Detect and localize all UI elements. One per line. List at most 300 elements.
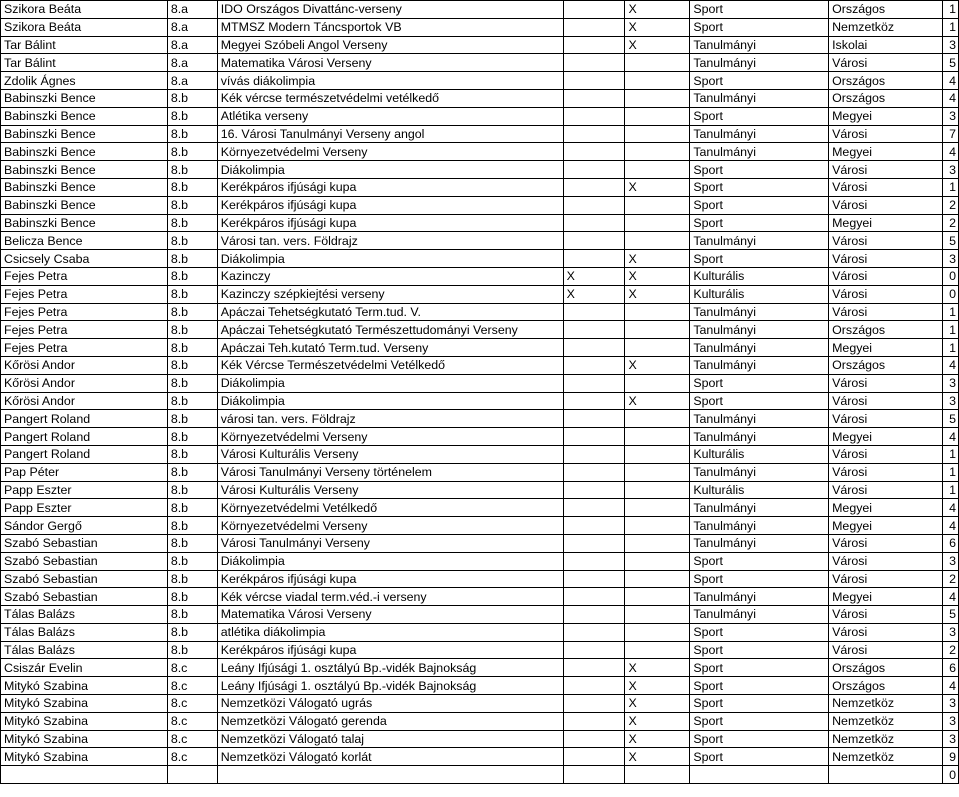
- class-cell[interactable]: 8.b: [167, 392, 217, 410]
- level-cell[interactable]: Országos: [829, 89, 943, 107]
- mark-b-cell[interactable]: X: [625, 1, 690, 19]
- student-name-cell[interactable]: Babinszki Bence: [1, 143, 168, 161]
- competition-cell[interactable]: Diákolimpia: [217, 250, 563, 268]
- mark-b-cell[interactable]: X: [625, 677, 690, 695]
- mark-b-cell[interactable]: [625, 552, 690, 570]
- result-cell[interactable]: 4: [942, 517, 958, 535]
- mark-b-cell[interactable]: [625, 54, 690, 72]
- student-name-cell[interactable]: Kőrösi Andor: [1, 356, 168, 374]
- mark-b-cell[interactable]: X: [625, 695, 690, 713]
- class-cell[interactable]: 8.b: [167, 606, 217, 624]
- competition-cell[interactable]: Nemzetközi Válogató ugrás: [217, 695, 563, 713]
- result-cell[interactable]: 4: [942, 143, 958, 161]
- category-cell[interactable]: Sport: [690, 641, 829, 659]
- competition-cell[interactable]: Megyei Szóbeli Angol Verseny: [217, 36, 563, 54]
- mark-b-cell[interactable]: [625, 606, 690, 624]
- result-cell[interactable]: 4: [942, 89, 958, 107]
- student-name-cell[interactable]: Tálas Balázs: [1, 606, 168, 624]
- category-cell[interactable]: Sport: [690, 1, 829, 19]
- category-cell[interactable]: Tanulmányi: [690, 125, 829, 143]
- result-cell[interactable]: 4: [942, 588, 958, 606]
- level-cell[interactable]: Országos: [829, 677, 943, 695]
- competition-cell[interactable]: Kék vércse viadal term.véd.-i verseny: [217, 588, 563, 606]
- competition-cell[interactable]: Környezetvédelmi Verseny: [217, 428, 563, 446]
- competition-cell[interactable]: Környezetvédelmi Vetélkedő: [217, 499, 563, 517]
- level-cell[interactable]: Iskolai: [829, 36, 943, 54]
- category-cell[interactable]: Tanulmányi: [690, 517, 829, 535]
- mark-b-cell[interactable]: [625, 445, 690, 463]
- student-name-cell[interactable]: Pangert Roland: [1, 410, 168, 428]
- class-cell[interactable]: 8.b: [167, 570, 217, 588]
- class-cell[interactable]: 8.b: [167, 588, 217, 606]
- mark-b-cell[interactable]: X: [625, 36, 690, 54]
- competition-cell[interactable]: Leány Ifjúsági 1. osztályú Bp.-vidék Bajnokság: [217, 677, 563, 695]
- mark-a-cell[interactable]: [563, 196, 625, 214]
- competition-cell[interactable]: Városi Kulturális Verseny: [217, 481, 563, 499]
- level-cell[interactable]: Városi: [829, 54, 943, 72]
- mark-b-cell[interactable]: [625, 641, 690, 659]
- competition-cell[interactable]: Nemzetközi Válogató gerenda: [217, 712, 563, 730]
- competition-cell[interactable]: Nemzetközi Válogató korlát: [217, 748, 563, 766]
- student-name-cell[interactable]: Szabó Sebastian: [1, 588, 168, 606]
- result-cell[interactable]: 1: [942, 321, 958, 339]
- mark-b-cell[interactable]: [625, 143, 690, 161]
- category-cell[interactable]: Kulturális: [690, 481, 829, 499]
- level-cell[interactable]: Városi: [829, 534, 943, 552]
- result-cell[interactable]: 2: [942, 641, 958, 659]
- student-name-cell[interactable]: Papp Eszter: [1, 499, 168, 517]
- mark-b-cell[interactable]: [625, 89, 690, 107]
- class-cell[interactable]: 8.b: [167, 161, 217, 179]
- student-name-cell[interactable]: Pap Péter: [1, 463, 168, 481]
- level-cell[interactable]: Városi: [829, 125, 943, 143]
- class-cell[interactable]: 8.c: [167, 677, 217, 695]
- category-cell[interactable]: Tanulmányi: [690, 54, 829, 72]
- student-name-cell[interactable]: Szabó Sebastian: [1, 534, 168, 552]
- result-cell[interactable]: 0: [942, 267, 958, 285]
- category-cell[interactable]: Tanulmányi: [690, 339, 829, 357]
- mark-b-cell[interactable]: [625, 303, 690, 321]
- competition-cell[interactable]: Diákolimpia: [217, 161, 563, 179]
- class-cell[interactable]: 8.b: [167, 552, 217, 570]
- student-name-cell[interactable]: Sándor Gergő: [1, 517, 168, 535]
- competition-cell[interactable]: Városi Tanulmányi Verseny történelem: [217, 463, 563, 481]
- mark-b-cell[interactable]: X: [625, 356, 690, 374]
- level-cell[interactable]: Nemzetköz: [829, 695, 943, 713]
- mark-b-cell[interactable]: [625, 374, 690, 392]
- level-cell[interactable]: Nemzetköz: [829, 18, 943, 36]
- class-cell[interactable]: 8.b: [167, 303, 217, 321]
- competition-cell[interactable]: MTMSZ Modern Táncsportok VB: [217, 18, 563, 36]
- mark-b-cell[interactable]: [625, 623, 690, 641]
- result-cell[interactable]: 3: [942, 552, 958, 570]
- result-cell[interactable]: 4: [942, 499, 958, 517]
- competition-cell[interactable]: Diákolimpia: [217, 374, 563, 392]
- category-cell[interactable]: Sport: [690, 677, 829, 695]
- mark-a-cell[interactable]: [563, 659, 625, 677]
- level-cell[interactable]: Városi: [829, 606, 943, 624]
- level-cell[interactable]: Nemzetköz: [829, 712, 943, 730]
- class-cell[interactable]: [167, 766, 217, 784]
- mark-b-cell[interactable]: X: [625, 392, 690, 410]
- mark-b-cell[interactable]: [625, 766, 690, 784]
- student-name-cell[interactable]: Babinszki Bence: [1, 89, 168, 107]
- mark-a-cell[interactable]: [563, 18, 625, 36]
- mark-a-cell[interactable]: [563, 623, 625, 641]
- competition-cell[interactable]: Kerékpáros ifjúsági kupa: [217, 196, 563, 214]
- mark-a-cell[interactable]: [563, 339, 625, 357]
- student-name-cell[interactable]: Babinszki Bence: [1, 107, 168, 125]
- result-cell[interactable]: 6: [942, 659, 958, 677]
- mark-b-cell[interactable]: [625, 481, 690, 499]
- category-cell[interactable]: Sport: [690, 107, 829, 125]
- mark-b-cell[interactable]: X: [625, 285, 690, 303]
- mark-b-cell[interactable]: X: [625, 18, 690, 36]
- level-cell[interactable]: Városi: [829, 374, 943, 392]
- result-cell[interactable]: 4: [942, 677, 958, 695]
- category-cell[interactable]: Tanulmányi: [690, 89, 829, 107]
- level-cell[interactable]: Városi: [829, 303, 943, 321]
- competition-cell[interactable]: Diákolimpia: [217, 552, 563, 570]
- mark-a-cell[interactable]: [563, 748, 625, 766]
- class-cell[interactable]: 8.b: [167, 107, 217, 125]
- category-cell[interactable]: [690, 766, 829, 784]
- class-cell[interactable]: 8.c: [167, 730, 217, 748]
- class-cell[interactable]: 8.b: [167, 428, 217, 446]
- competition-cell[interactable]: 16. Városi Tanulmányi Verseny angol: [217, 125, 563, 143]
- mark-a-cell[interactable]: [563, 161, 625, 179]
- mark-a-cell[interactable]: [563, 588, 625, 606]
- student-name-cell[interactable]: Mitykó Szabina: [1, 712, 168, 730]
- class-cell[interactable]: 8.b: [167, 410, 217, 428]
- mark-b-cell[interactable]: [625, 107, 690, 125]
- category-cell[interactable]: Tanulmányi: [690, 534, 829, 552]
- mark-a-cell[interactable]: [563, 712, 625, 730]
- result-cell[interactable]: 1: [942, 178, 958, 196]
- class-cell[interactable]: 8.a: [167, 36, 217, 54]
- mark-a-cell[interactable]: [563, 428, 625, 446]
- result-cell[interactable]: 1: [942, 339, 958, 357]
- class-cell[interactable]: 8.b: [167, 250, 217, 268]
- level-cell[interactable]: Nemzetköz: [829, 730, 943, 748]
- competition-cell[interactable]: Kék Vércse Természetvédelmi Vetélkedő: [217, 356, 563, 374]
- result-cell[interactable]: 4: [942, 428, 958, 446]
- class-cell[interactable]: 8.b: [167, 214, 217, 232]
- result-cell[interactable]: 6: [942, 534, 958, 552]
- class-cell[interactable]: 8.b: [167, 463, 217, 481]
- mark-b-cell[interactable]: [625, 161, 690, 179]
- mark-b-cell[interactable]: [625, 410, 690, 428]
- class-cell[interactable]: 8.b: [167, 534, 217, 552]
- category-cell[interactable]: Sport: [690, 748, 829, 766]
- student-name-cell[interactable]: Babinszki Bence: [1, 214, 168, 232]
- mark-b-cell[interactable]: [625, 463, 690, 481]
- student-name-cell[interactable]: Tálas Balázs: [1, 641, 168, 659]
- student-name-cell[interactable]: Szabó Sebastian: [1, 570, 168, 588]
- result-cell[interactable]: 5: [942, 232, 958, 250]
- student-name-cell[interactable]: Mitykó Szabina: [1, 695, 168, 713]
- mark-b-cell[interactable]: [625, 214, 690, 232]
- mark-a-cell[interactable]: [563, 232, 625, 250]
- class-cell[interactable]: 8.c: [167, 748, 217, 766]
- category-cell[interactable]: Sport: [690, 250, 829, 268]
- level-cell[interactable]: Városi: [829, 570, 943, 588]
- result-cell[interactable]: 3: [942, 107, 958, 125]
- mark-b-cell[interactable]: X: [625, 267, 690, 285]
- competition-cell[interactable]: Kerékpáros ifjúsági kupa: [217, 214, 563, 232]
- level-cell[interactable]: Városi: [829, 285, 943, 303]
- mark-b-cell[interactable]: [625, 517, 690, 535]
- mark-a-cell[interactable]: [563, 517, 625, 535]
- class-cell[interactable]: 8.c: [167, 659, 217, 677]
- level-cell[interactable]: Városi: [829, 161, 943, 179]
- mark-b-cell[interactable]: X: [625, 712, 690, 730]
- student-name-cell[interactable]: Szikora Beáta: [1, 18, 168, 36]
- result-cell[interactable]: 3: [942, 712, 958, 730]
- mark-a-cell[interactable]: [563, 250, 625, 268]
- category-cell[interactable]: Tanulmányi: [690, 303, 829, 321]
- mark-b-cell[interactable]: X: [625, 178, 690, 196]
- student-name-cell[interactable]: Szabó Sebastian: [1, 552, 168, 570]
- level-cell[interactable]: Városi: [829, 623, 943, 641]
- class-cell[interactable]: 8.b: [167, 89, 217, 107]
- mark-a-cell[interactable]: [563, 570, 625, 588]
- mark-a-cell[interactable]: [563, 695, 625, 713]
- result-cell[interactable]: 2: [942, 214, 958, 232]
- result-cell[interactable]: 3: [942, 695, 958, 713]
- result-cell[interactable]: 3: [942, 374, 958, 392]
- level-cell[interactable]: Városi: [829, 445, 943, 463]
- level-cell[interactable]: Városi: [829, 392, 943, 410]
- student-name-cell[interactable]: Zdolik Ágnes: [1, 72, 168, 90]
- student-name-cell[interactable]: Fejes Petra: [1, 321, 168, 339]
- result-cell[interactable]: 1: [942, 18, 958, 36]
- class-cell[interactable]: 8.b: [167, 445, 217, 463]
- result-cell[interactable]: 1: [942, 1, 958, 19]
- mark-a-cell[interactable]: [563, 499, 625, 517]
- class-cell[interactable]: 8.c: [167, 712, 217, 730]
- mark-a-cell[interactable]: [563, 36, 625, 54]
- competition-cell[interactable]: Városi Tanulmányi Verseny: [217, 534, 563, 552]
- mark-a-cell[interactable]: [563, 392, 625, 410]
- class-cell[interactable]: 8.b: [167, 143, 217, 161]
- mark-b-cell[interactable]: [625, 499, 690, 517]
- mark-a-cell[interactable]: [563, 410, 625, 428]
- level-cell[interactable]: Városi: [829, 641, 943, 659]
- mark-a-cell[interactable]: X: [563, 267, 625, 285]
- category-cell[interactable]: Tanulmányi: [690, 606, 829, 624]
- category-cell[interactable]: Tanulmányi: [690, 232, 829, 250]
- category-cell[interactable]: Sport: [690, 712, 829, 730]
- competition-cell[interactable]: [217, 766, 563, 784]
- competition-cell[interactable]: Matematika Városi Verseny: [217, 54, 563, 72]
- level-cell[interactable]: Városi: [829, 463, 943, 481]
- mark-a-cell[interactable]: [563, 178, 625, 196]
- mark-a-cell[interactable]: [563, 303, 625, 321]
- level-cell[interactable]: Városi: [829, 552, 943, 570]
- mark-a-cell[interactable]: [563, 125, 625, 143]
- level-cell[interactable]: Városi: [829, 410, 943, 428]
- class-cell[interactable]: 8.a: [167, 18, 217, 36]
- mark-a-cell[interactable]: [563, 321, 625, 339]
- class-cell[interactable]: 8.c: [167, 695, 217, 713]
- category-cell[interactable]: Kulturális: [690, 267, 829, 285]
- mark-b-cell[interactable]: [625, 321, 690, 339]
- mark-a-cell[interactable]: [563, 463, 625, 481]
- class-cell[interactable]: 8.b: [167, 481, 217, 499]
- class-cell[interactable]: 8.a: [167, 72, 217, 90]
- class-cell[interactable]: 8.b: [167, 374, 217, 392]
- result-cell[interactable]: 0: [942, 285, 958, 303]
- competition-cell[interactable]: Kerékpáros ifjúsági kupa: [217, 641, 563, 659]
- mark-a-cell[interactable]: [563, 534, 625, 552]
- category-cell[interactable]: Sport: [690, 695, 829, 713]
- category-cell[interactable]: Tanulmányi: [690, 36, 829, 54]
- mark-a-cell[interactable]: [563, 606, 625, 624]
- student-name-cell[interactable]: Pangert Roland: [1, 445, 168, 463]
- level-cell[interactable]: Országos: [829, 321, 943, 339]
- result-cell[interactable]: 2: [942, 196, 958, 214]
- competition-cell[interactable]: atlétika diákolimpia: [217, 623, 563, 641]
- result-cell[interactable]: 9: [942, 748, 958, 766]
- student-name-cell[interactable]: Mitykó Szabina: [1, 748, 168, 766]
- result-cell[interactable]: 3: [942, 250, 958, 268]
- result-cell[interactable]: 5: [942, 606, 958, 624]
- mark-b-cell[interactable]: [625, 428, 690, 446]
- level-cell[interactable]: Megyei: [829, 107, 943, 125]
- mark-b-cell[interactable]: [625, 72, 690, 90]
- level-cell[interactable]: Megyei: [829, 143, 943, 161]
- class-cell[interactable]: 8.a: [167, 1, 217, 19]
- mark-a-cell[interactable]: [563, 143, 625, 161]
- category-cell[interactable]: Sport: [690, 570, 829, 588]
- class-cell[interactable]: 8.b: [167, 232, 217, 250]
- student-name-cell[interactable]: Fejes Petra: [1, 339, 168, 357]
- mark-b-cell[interactable]: [625, 125, 690, 143]
- level-cell[interactable]: Városi: [829, 178, 943, 196]
- category-cell[interactable]: Tanulmányi: [690, 428, 829, 446]
- mark-b-cell[interactable]: [625, 588, 690, 606]
- class-cell[interactable]: 8.b: [167, 267, 217, 285]
- mark-b-cell[interactable]: [625, 196, 690, 214]
- mark-b-cell[interactable]: X: [625, 659, 690, 677]
- level-cell[interactable]: Városi: [829, 232, 943, 250]
- category-cell[interactable]: Sport: [690, 72, 829, 90]
- mark-a-cell[interactable]: [563, 766, 625, 784]
- category-cell[interactable]: Tanulmányi: [690, 588, 829, 606]
- student-name-cell[interactable]: Tálas Balázs: [1, 623, 168, 641]
- mark-a-cell[interactable]: [563, 445, 625, 463]
- class-cell[interactable]: 8.b: [167, 178, 217, 196]
- student-name-cell[interactable]: Mitykó Szabina: [1, 677, 168, 695]
- level-cell[interactable]: Megyei: [829, 214, 943, 232]
- student-name-cell[interactable]: Babinszki Bence: [1, 178, 168, 196]
- class-cell[interactable]: 8.b: [167, 517, 217, 535]
- mark-a-cell[interactable]: [563, 677, 625, 695]
- mark-a-cell[interactable]: [563, 730, 625, 748]
- competition-cell[interactable]: Környezetvédelmi Verseny: [217, 517, 563, 535]
- category-cell[interactable]: Sport: [690, 178, 829, 196]
- competition-cell[interactable]: Apáczai Teh.kutató Term.tud. Verseny: [217, 339, 563, 357]
- competition-cell[interactable]: Atlétika verseny: [217, 107, 563, 125]
- category-cell[interactable]: Kulturális: [690, 285, 829, 303]
- competition-cell[interactable]: Kék vércse természetvédelmi vetélkedő: [217, 89, 563, 107]
- class-cell[interactable]: 8.b: [167, 623, 217, 641]
- result-cell[interactable]: 3: [942, 623, 958, 641]
- competition-cell[interactable]: vívás diákolimpia: [217, 72, 563, 90]
- level-cell[interactable]: Megyei: [829, 588, 943, 606]
- student-name-cell[interactable]: Szikora Beáta: [1, 1, 168, 19]
- category-cell[interactable]: Tanulmányi: [690, 410, 829, 428]
- mark-a-cell[interactable]: [563, 374, 625, 392]
- mark-a-cell[interactable]: [563, 356, 625, 374]
- class-cell[interactable]: 8.b: [167, 339, 217, 357]
- student-name-cell[interactable]: Fejes Petra: [1, 285, 168, 303]
- class-cell[interactable]: 8.b: [167, 196, 217, 214]
- category-cell[interactable]: Sport: [690, 623, 829, 641]
- category-cell[interactable]: Sport: [690, 659, 829, 677]
- category-cell[interactable]: Tanulmányi: [690, 499, 829, 517]
- level-cell[interactable]: Városi: [829, 196, 943, 214]
- competition-cell[interactable]: Nemzetközi Válogató talaj: [217, 730, 563, 748]
- competition-cell[interactable]: Leány Ifjúsági 1. osztályú Bp.-vidék Bajnokság: [217, 659, 563, 677]
- competition-cell[interactable]: Apáczai Tehetségkutató Természettudományi Verseny: [217, 321, 563, 339]
- level-cell[interactable]: Nemzetköz: [829, 748, 943, 766]
- competition-cell[interactable]: Kerékpáros ifjúsági kupa: [217, 178, 563, 196]
- result-cell[interactable]: 2: [942, 570, 958, 588]
- student-name-cell[interactable]: Babinszki Bence: [1, 196, 168, 214]
- competition-cell[interactable]: IDO Országos Divattánc-verseny: [217, 1, 563, 19]
- level-cell[interactable]: Országos: [829, 1, 943, 19]
- mark-b-cell[interactable]: [625, 570, 690, 588]
- level-cell[interactable]: Megyei: [829, 517, 943, 535]
- student-name-cell[interactable]: Babinszki Bence: [1, 125, 168, 143]
- mark-a-cell[interactable]: [563, 72, 625, 90]
- category-cell[interactable]: Sport: [690, 214, 829, 232]
- category-cell[interactable]: Sport: [690, 730, 829, 748]
- category-cell[interactable]: Sport: [690, 161, 829, 179]
- class-cell[interactable]: 8.b: [167, 356, 217, 374]
- competition-cell[interactable]: Diákolimpia: [217, 392, 563, 410]
- category-cell[interactable]: Sport: [690, 392, 829, 410]
- category-cell[interactable]: Tanulmányi: [690, 321, 829, 339]
- student-name-cell[interactable]: Csicsely Csaba: [1, 250, 168, 268]
- level-cell[interactable]: Városi: [829, 481, 943, 499]
- class-cell[interactable]: 8.b: [167, 321, 217, 339]
- level-cell[interactable]: Városi: [829, 267, 943, 285]
- mark-b-cell[interactable]: X: [625, 250, 690, 268]
- class-cell[interactable]: 8.a: [167, 54, 217, 72]
- mark-a-cell[interactable]: [563, 107, 625, 125]
- level-cell[interactable]: Megyei: [829, 428, 943, 446]
- category-cell[interactable]: Sport: [690, 552, 829, 570]
- competition-cell[interactable]: Kazinczy szépkiejtési verseny: [217, 285, 563, 303]
- level-cell[interactable]: Megyei: [829, 339, 943, 357]
- result-cell[interactable]: 1: [942, 303, 958, 321]
- class-cell[interactable]: 8.b: [167, 641, 217, 659]
- result-cell[interactable]: 3: [942, 161, 958, 179]
- student-name-cell[interactable]: Kőrösi Andor: [1, 392, 168, 410]
- category-cell[interactable]: Tanulmányi: [690, 463, 829, 481]
- competition-cell[interactable]: Kazinczy: [217, 267, 563, 285]
- mark-b-cell[interactable]: X: [625, 748, 690, 766]
- level-cell[interactable]: Városi: [829, 250, 943, 268]
- competition-cell[interactable]: Városi Kulturális Verseny: [217, 445, 563, 463]
- result-cell[interactable]: 5: [942, 410, 958, 428]
- competition-cell[interactable]: Matematika Városi Verseny: [217, 606, 563, 624]
- result-cell[interactable]: 3: [942, 730, 958, 748]
- mark-a-cell[interactable]: [563, 1, 625, 19]
